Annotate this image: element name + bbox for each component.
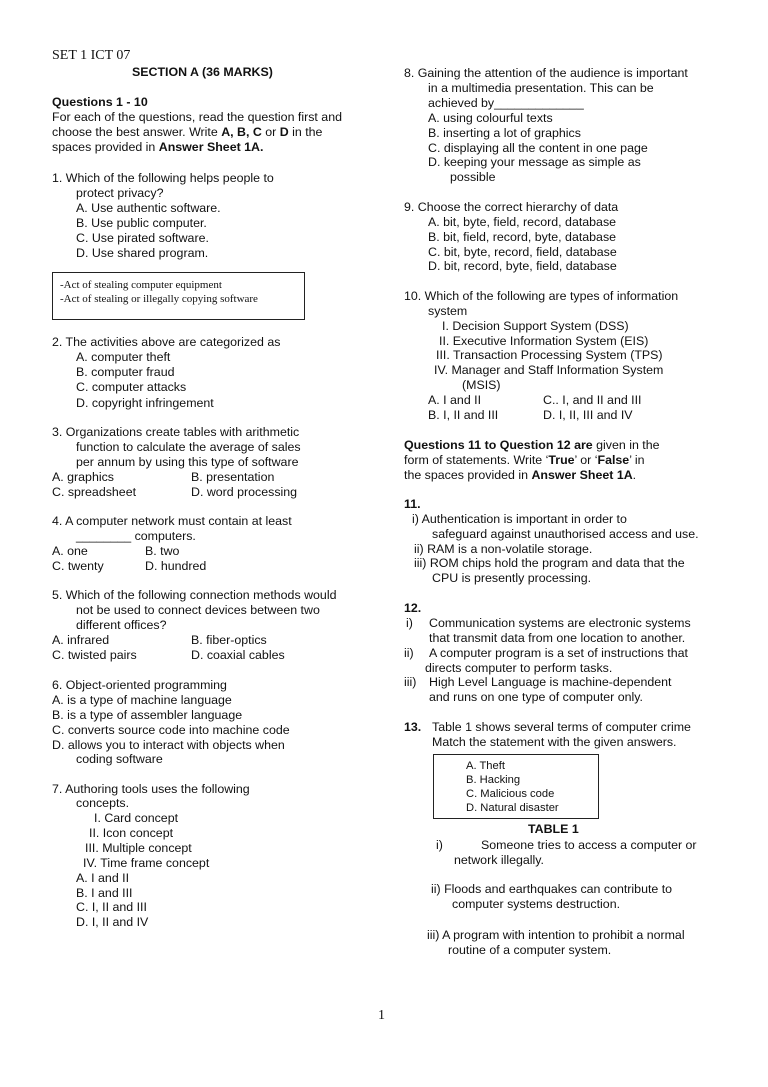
intro-text: in the: [288, 125, 323, 139]
q12-number: 12.: [404, 601, 422, 615]
q8-option-b: B. inserting a lot of graphics: [428, 126, 581, 140]
q10-item-ii: II. Executive Information System (EIS): [439, 334, 649, 348]
tf-text: .: [632, 468, 637, 482]
q7-option-d: D. I, II and IV: [76, 915, 149, 929]
q4-option-d: D. hundred: [145, 559, 207, 573]
q12-statement-ii-cont: directs computer to perform tasks.: [425, 661, 613, 675]
q5-option-b: B. fiber-optics: [191, 633, 267, 647]
activity-1: -Act of stealing computer equipment: [60, 279, 222, 291]
q11-statement-ii: ii) RAM is a non-volatile storage.: [414, 542, 593, 556]
q9-option-c: C. bit, byte, record, field, database: [428, 245, 617, 259]
table-1-option-a: A. Theft: [466, 760, 505, 772]
q12-statement-ii: A computer program is a set of instructions that: [429, 646, 688, 660]
q5-stem-2: not be used to connect devices between two: [76, 603, 320, 617]
tf-intro-line-3: [404, 468, 636, 483]
q2-option-c: C. computer attacks: [76, 380, 187, 394]
q11-statement-i-cont: safeguard against unauthorised access and use.: [432, 527, 699, 541]
q13-num-i: i): [436, 838, 443, 852]
q2-option-a: A. computer theft: [76, 350, 171, 364]
q12-num-i: i): [406, 616, 413, 630]
q7-item-iii: III. Multiple concept: [85, 841, 192, 855]
q9-option-b: B. bit, field, record, byte, database: [428, 230, 617, 244]
q11-statement-iii-cont: CPU is presently processing.: [432, 571, 592, 585]
q4-option-c: C. twenty: [52, 559, 104, 573]
q1-option-d: D. Use shared program.: [76, 246, 209, 260]
intro-line-2: [52, 125, 322, 140]
tf-true: True: [548, 453, 575, 467]
q8-stem-2: in a multimedia presentation. This can be: [428, 81, 654, 95]
q13-statement-i-cont: network illegally.: [454, 853, 544, 867]
q12-statement-i-cont: that transmit data from one location to another.: [429, 631, 686, 645]
q12-num-iii: iii): [404, 675, 417, 689]
q1-option-a: A. Use authentic software.: [76, 201, 221, 215]
q6-option-c: C. converts source code into machine code: [52, 723, 290, 737]
tf-false: False: [597, 453, 630, 467]
intro-choice-d: D: [279, 125, 289, 139]
tf-heading: Questions 11 to Question 12 are: [404, 438, 593, 452]
table-1-option-b: B. Hacking: [466, 774, 521, 786]
activity-2: -Act of stealing or illegally copying software: [60, 293, 258, 305]
q13-statement-ii-cont: computer systems destruction.: [452, 897, 621, 911]
q5-option-d: D. coaxial cables: [191, 648, 285, 662]
q7-option-b: B. I and III: [76, 886, 133, 900]
q12-statement-iii-cont: and runs on one type of computer only.: [429, 690, 643, 704]
q10-item-iv: IV. Manager and Staff Information System: [434, 363, 664, 377]
answer-sheet-ref: Answer Sheet 1A.: [158, 140, 264, 154]
q6-stem: 6. Object-oriented programming: [52, 678, 227, 692]
q11-statement-i: i) Authentication is important in order to: [412, 512, 627, 526]
q10-item-iv-cont: (MSIS): [462, 378, 501, 392]
q8-option-d: D. keeping your message as simple as: [428, 155, 641, 169]
q13-stem-2: Match the statement with the given answers.: [432, 735, 677, 749]
intro-text: or: [261, 125, 280, 139]
q3-stem-2: function to calculate the average of sales: [76, 440, 301, 454]
q9-option-d: D. bit, record, byte, field, database: [428, 259, 617, 273]
q7-item-iv: IV. Time frame concept: [83, 856, 210, 870]
q10-option-b: B. I, II and III: [428, 408, 499, 422]
table-1-label: TABLE 1: [528, 822, 579, 836]
q5-stem-3: different offices?: [76, 618, 167, 632]
q11-number: 11.: [404, 497, 421, 511]
intro-heading: Questions 1 - 10: [52, 95, 148, 109]
q13-stem: Table 1 shows several terms of computer crime: [432, 720, 691, 734]
q3-option-c: C. spreadsheet: [52, 485, 137, 499]
q13-statement-iii: iii) A program with intention to prohibit a normal: [427, 928, 685, 942]
q7-item-ii: II. Icon concept: [89, 826, 174, 840]
q13-number: 13.: [404, 720, 422, 734]
q7-item-i: I. Card concept: [94, 811, 179, 825]
q4-stem-2: ________ computers.: [76, 529, 196, 543]
page-number: 1: [378, 1008, 385, 1023]
q3-option-d: D. word processing: [191, 485, 298, 499]
q10-option-a: A. I and II: [428, 393, 482, 407]
q12-num-ii: ii): [404, 646, 414, 660]
q9-option-a: A. bit, byte, field, record, database: [428, 215, 617, 229]
q6-option-a: A. is a type of machine language: [52, 693, 232, 707]
q3-stem: 3. Organizations create tables with arithmetic: [52, 425, 300, 439]
q6-option-d: D. allows you to interact with objects when: [52, 738, 285, 752]
q1-stem-2: protect privacy?: [76, 186, 164, 200]
q5-option-c: C. twisted pairs: [52, 648, 137, 662]
q6-option-b: B. is a type of assembler language: [52, 708, 243, 722]
q10-item-iii: III. Transaction Processing System (TPS): [436, 348, 663, 362]
answer-sheet-ref: Answer Sheet 1A: [531, 468, 633, 482]
q5-stem: 5. Which of the following connection methods would: [52, 588, 337, 602]
q10-item-i: I. Decision Support System (DSS): [442, 319, 629, 333]
q8-option-a: A. using colourful texts: [428, 111, 553, 125]
q4-option-a: A. one: [52, 544, 88, 558]
intro-choices: A, B, C: [221, 125, 262, 139]
q4-option-b: B. two: [145, 544, 180, 558]
q6-option-d-cont: coding software: [76, 752, 163, 766]
q12-statement-i: Communication systems are electronic systems: [429, 616, 691, 630]
tf-text: form of statements. Write ‘: [404, 453, 549, 467]
q11-statement-iii: iii) ROM chips hold the program and data that the: [414, 556, 685, 570]
q5-option-a: A. infrared: [52, 633, 110, 647]
tf-text: ’ in: [629, 453, 645, 467]
tf-intro-line-2: [404, 453, 645, 468]
q1-stem: 1. Which of the following helps people to: [52, 171, 274, 185]
q8-stem-3: achieved by_____________: [428, 96, 584, 110]
intro-line-3: [52, 140, 263, 155]
q3-option-a: A. graphics: [52, 470, 114, 484]
q3-option-b: B. presentation: [191, 470, 275, 484]
q3-stem-3: per annum by using this type of software: [76, 455, 299, 469]
intro-text: choose the best answer. Write: [52, 125, 222, 139]
q2-stem: 2. The activities above are categorized as: [52, 335, 281, 349]
q8-stem: 8. Gaining the attention of the audience is important: [404, 66, 688, 80]
q9-stem: 9. Choose the correct hierarchy of data: [404, 200, 619, 214]
q7-stem-2: concepts.: [76, 796, 130, 810]
intro-text: spaces provided in: [52, 140, 159, 154]
q10-stem-2: system: [428, 304, 468, 318]
set-label: SET 1 ICT 07: [52, 48, 131, 63]
table-1-option-d: D. Natural disaster: [466, 802, 559, 814]
tf-intro-line-1: [404, 438, 660, 453]
q8-option-d-cont: possible: [450, 170, 496, 184]
section-title: SECTION A (36 MARKS): [132, 65, 273, 79]
q2-option-d: D. copyright infringement: [76, 396, 214, 410]
tf-text: given in the: [592, 438, 660, 452]
q13-statement-i: Someone tries to access a computer or: [481, 838, 697, 852]
tf-text: ’ or ‘: [574, 453, 598, 467]
q10-stem: 10. Which of the following are types of information: [404, 289, 679, 303]
q1-option-c: C. Use pirated software.: [76, 231, 209, 245]
q4-stem: 4. A computer network must contain at least: [52, 514, 292, 528]
intro-line-1: For each of the questions, read the question first and: [52, 110, 342, 124]
q7-option-c: C. I, II and III: [76, 900, 147, 914]
table-1-option-c: C. Malicious code: [466, 788, 555, 800]
q7-option-a: A. I and II: [76, 871, 130, 885]
q13-statement-iii-cont: routine of a computer system.: [448, 943, 612, 957]
q8-option-c: C. displaying all the content in one page: [428, 141, 648, 155]
tf-text: the spaces provided in: [404, 468, 532, 482]
q7-stem: 7. Authoring tools uses the following: [52, 782, 250, 796]
q1-option-b: B. Use public computer.: [76, 216, 207, 230]
q10-option-c: C.. I, and II and III: [543, 393, 642, 407]
q12-statement-iii: High Level Language is machine-dependent: [429, 675, 672, 689]
q13-statement-ii: ii) Floods and earthquakes can contribute to: [431, 882, 673, 896]
q2-option-b: B. computer fraud: [76, 365, 175, 379]
q10-option-d: D. I, II, III and IV: [543, 408, 633, 422]
